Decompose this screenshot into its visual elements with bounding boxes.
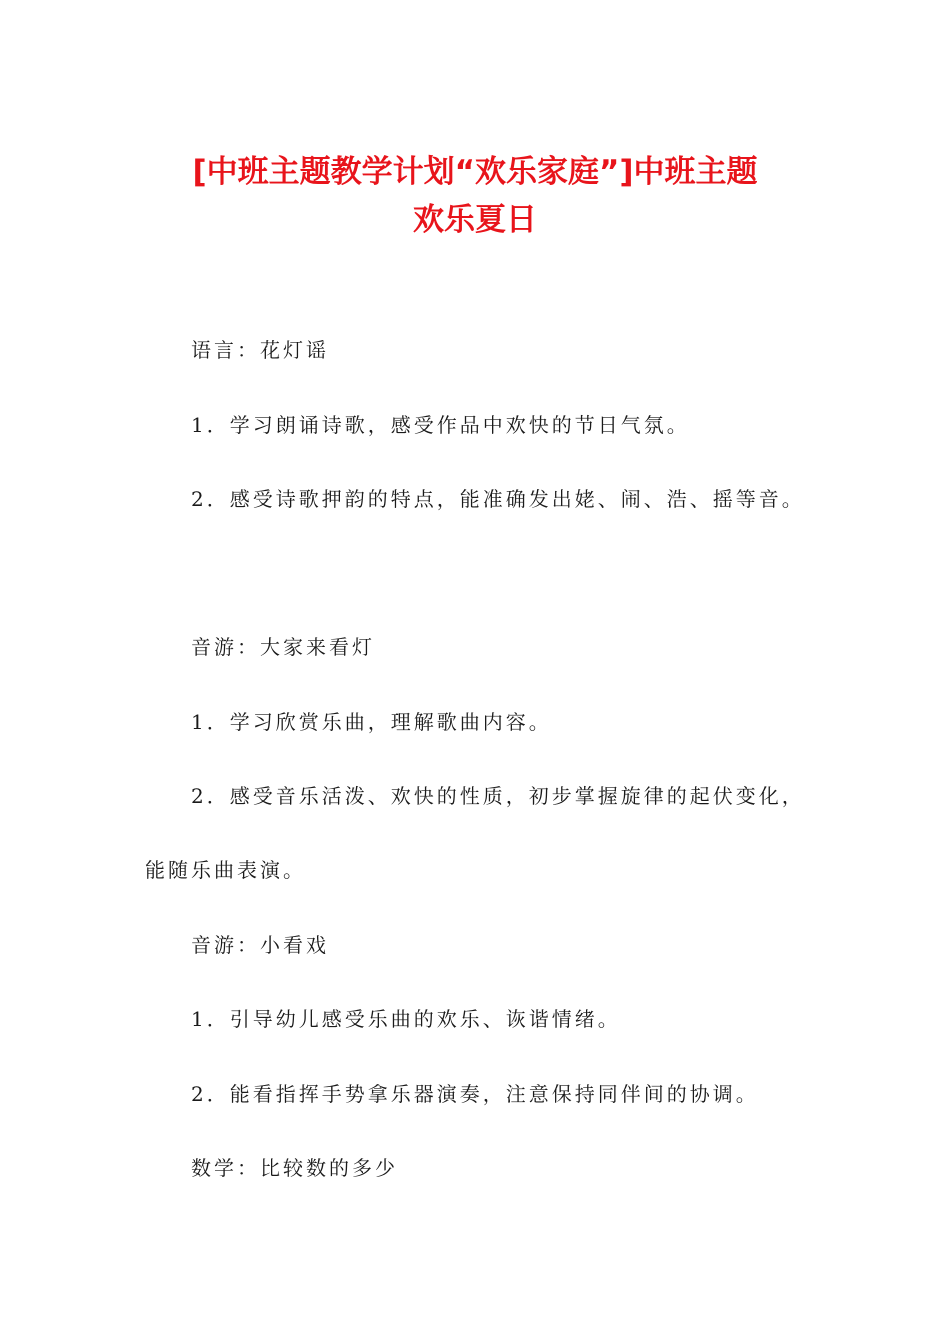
paragraph-continuation: 能随乐曲表演。: [145, 858, 306, 882]
paragraph: 1．引导幼儿感受乐曲的欢乐、诙谐情绪。: [191, 1007, 621, 1031]
section-heading-music-game-2: 音游：小看戏: [191, 933, 329, 957]
document-title-line-1: [中班主题教学计划“欢乐家庭”]中班主题: [192, 154, 758, 190]
paragraph: 2．感受诗歌押韵的特点，能准确发出姥、闹、浩、摇等音。: [191, 487, 805, 511]
section-heading-language: 语言：花灯谣: [191, 338, 329, 362]
document-title-line-2: 欢乐夏日: [413, 202, 537, 238]
paragraph: 1．学习欣赏乐曲，理解歌曲内容。: [191, 710, 552, 734]
paragraph: 2．感受音乐活泼、欢快的性质，初步掌握旋律的起伏变化，: [191, 784, 805, 808]
section-heading-math: 数学：比较数的多少: [191, 1156, 398, 1180]
paragraph: 2．能看指挥手势拿乐器演奏，注意保持同伴间的协调。: [191, 1082, 759, 1106]
paragraph: 1．学习朗诵诗歌，感受作品中欢快的节日气氛。: [191, 413, 690, 437]
section-heading-music-game: 音游：大家来看灯: [191, 635, 375, 659]
